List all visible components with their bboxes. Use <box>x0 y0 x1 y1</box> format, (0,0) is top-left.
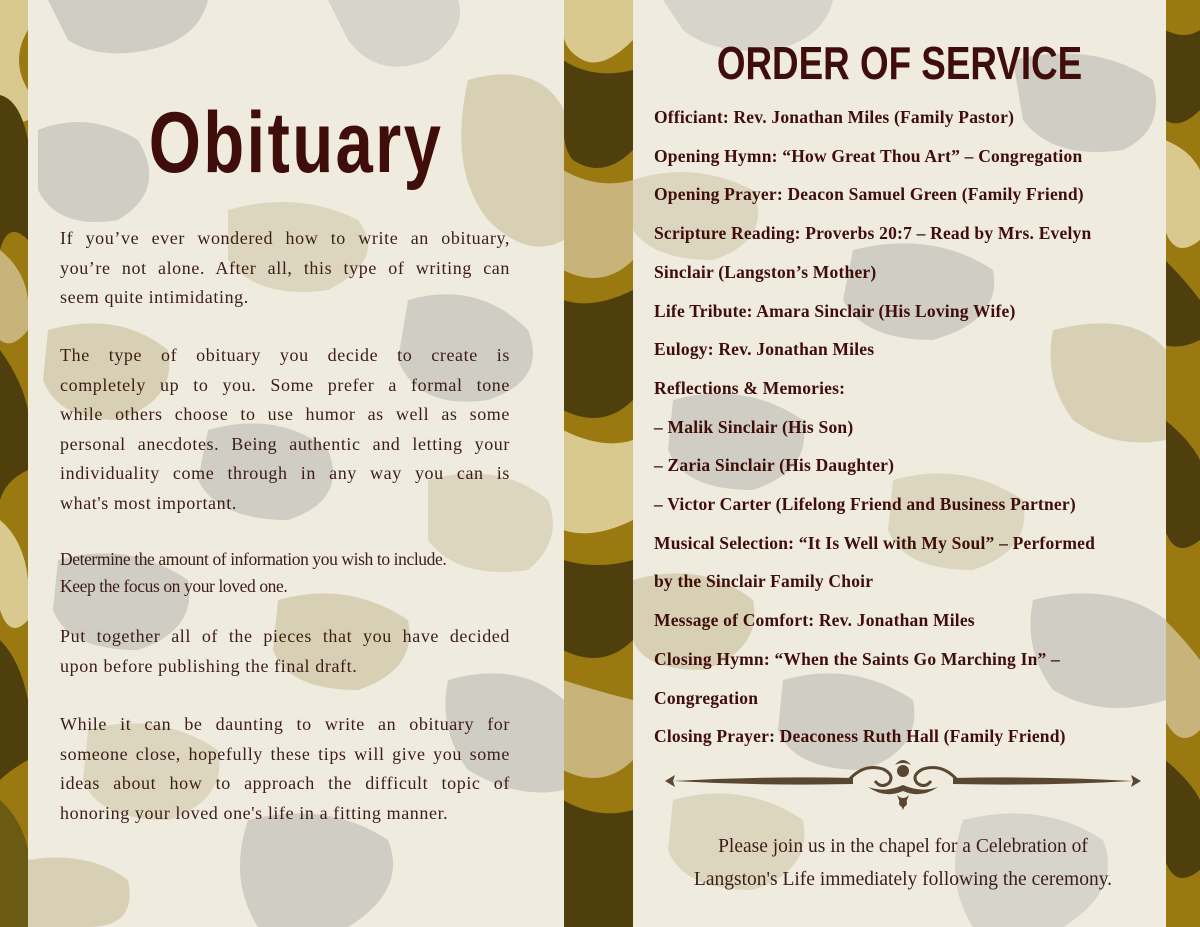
list-item: Sinclair (Langston’s Mother) <box>654 261 877 282</box>
text-line: seem quite intimidating. <box>60 287 249 307</box>
camo-strip-left <box>0 0 28 927</box>
list-item: Musical Selection: “It Is Well with My Soul” – Performed <box>654 532 1096 553</box>
text-line: personal anecdotes. Being authentic and letting your <box>60 433 510 454</box>
text-line: completely up to you. Some prefer a formal tone <box>60 374 510 395</box>
text-line: what's most important. <box>60 492 237 513</box>
text-line: If you’ve ever wondered how to write an obituary, <box>60 228 510 248</box>
list-item: Closing Prayer: Deaconess Ruth Hall (Family Friend) <box>654 726 1066 747</box>
text-line: Determine the amount of information you wish to include. <box>60 549 447 569</box>
text-line: honoring your loved one's life in a fitting manner. <box>60 802 449 823</box>
obituary-panel <box>28 0 564 927</box>
camo-strip-middle <box>563 0 633 927</box>
list-item: Opening Hymn: “How Great Thou Art” – Congregation <box>654 145 1083 166</box>
text-line: individuality come through in any way you can is <box>60 463 510 483</box>
list-item: Message of Comfort: Rev. Jonathan Miles <box>654 610 975 631</box>
text-line: upon before publishing the final draft. <box>60 655 358 676</box>
obituary-paragraph-3 <box>60 546 510 600</box>
list-item: Closing Hymn: “When the Saints Go Marching In” – <box>654 648 1060 669</box>
list-item: by the Sinclair Family Choir <box>654 571 874 592</box>
obituary-paragraph-5 <box>60 710 510 828</box>
list-item: Officiant: Rev. Jonathan Miles (Family Pastor) <box>654 107 1015 127</box>
list-item: Congregation <box>654 687 759 708</box>
text-line: While it can be daunting to write an obituary for <box>60 714 510 734</box>
list-item: Opening Prayer: Deacon Samuel Green (Family Friend) <box>654 184 1084 205</box>
obituary-title: Obituary <box>148 95 444 191</box>
obituary-paragraph-1 <box>60 224 510 313</box>
list-item: Eulogy: Rev. Jonathan Miles <box>654 339 875 360</box>
obituary-paragraph-2 <box>60 341 510 518</box>
list-item: Scripture Reading: Proverbs 20:7 – Read by Mrs. Evelyn <box>654 223 1092 244</box>
list-item: Reflections & Memories: <box>654 377 846 398</box>
text-line: Put together all of the pieces that you have decided <box>60 626 510 646</box>
obituary-paragraph-4 <box>60 622 510 681</box>
text-line: ideas about how to approach the difficult topic of <box>60 773 510 793</box>
list-item: – Victor Carter (Lifelong Friend and Business Partner) <box>654 494 1076 515</box>
text-line: Langston's Life immediately following the ceremony. <box>693 869 1113 890</box>
text-line: someone close, hopefully these tips will give you some <box>60 743 510 764</box>
service-program-list <box>654 98 1154 756</box>
camo-strip-right <box>1165 0 1200 927</box>
text-line: Please join us in the chapel for a Celebration of <box>718 836 1088 857</box>
order-of-service-panel <box>633 0 1166 927</box>
text-line: you’re not alone. After all, this type of writing can <box>60 257 510 278</box>
list-item: – Zaria Sinclair (His Daughter) <box>654 455 895 476</box>
list-item: – Malik Sinclair (His Son) <box>654 416 854 437</box>
order-of-service-title: ORDER OF SERVICE <box>716 37 1083 89</box>
text-line: while others choose to use humor as well as some <box>60 404 510 424</box>
text-line: The type of obituary you decide to create is <box>60 345 510 365</box>
text-line: Keep the focus on your loved one. <box>60 576 288 596</box>
celebration-invitation <box>653 830 1153 896</box>
decorative-divider-icon <box>663 755 1143 815</box>
list-item: Life Tribute: Amara Sinclair (His Loving Wife) <box>654 300 1016 321</box>
